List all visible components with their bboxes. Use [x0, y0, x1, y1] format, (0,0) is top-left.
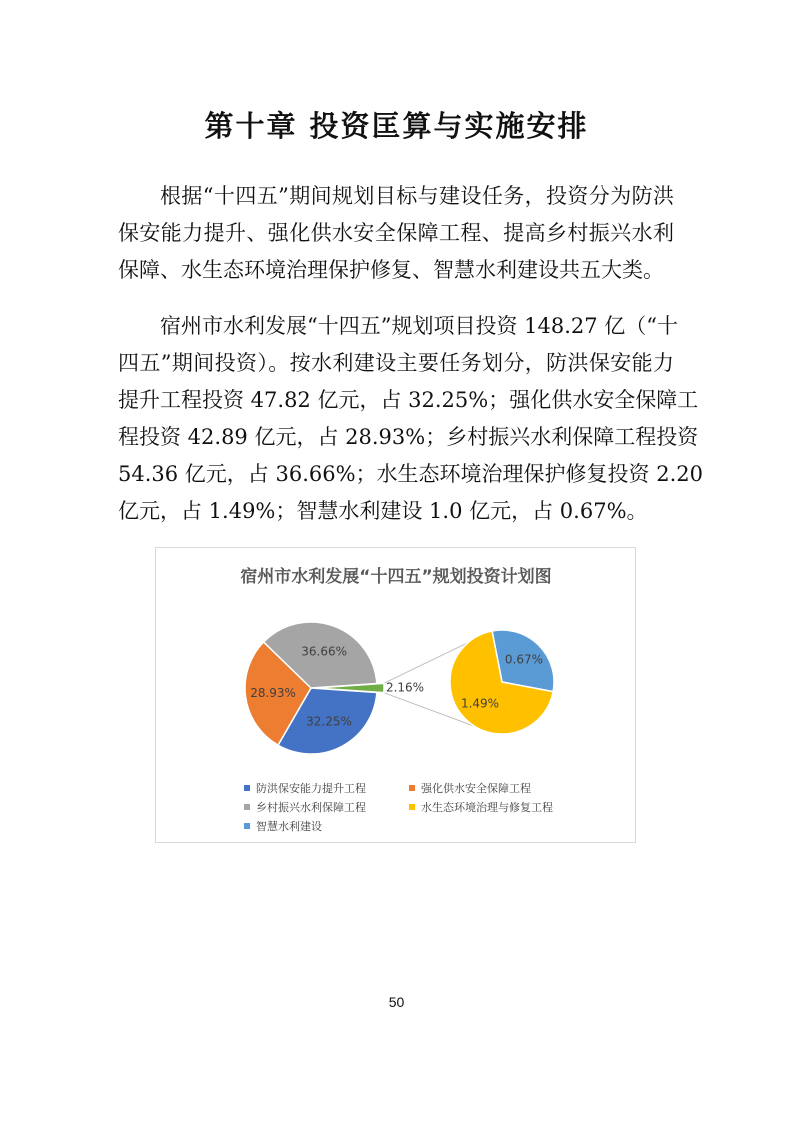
legend-label: 乡村振兴水利保障工程 [256, 800, 366, 814]
legend-label: 智慧水利建设 [256, 819, 322, 833]
legend-swatch [244, 823, 250, 829]
legend-item [244, 780, 409, 796]
legend-swatch [244, 804, 250, 810]
paragraph-line: 提升工程投资 47.82 亿元，占 32.25%；强化供水安全保障工 [118, 388, 699, 412]
legend-item [244, 818, 409, 834]
pie-chart [155, 547, 636, 843]
data-label: 28.93% [250, 685, 296, 700]
paragraph-line: 保障、水生态环境治理保护修复、智慧水利建设共五大类。 [118, 258, 664, 282]
legend-row [244, 816, 604, 835]
paragraph-line: 保安能力提升、强化供水安全保障工程、提高乡村振兴水利 [118, 221, 674, 245]
chapter-title: 第十章 投资匡算与实施安排 [204, 109, 589, 143]
legend-row [244, 778, 604, 797]
paragraph-intro [118, 178, 674, 289]
paragraph-line: 四五”期间投资）。按水利建设主要任务划分，防洪保安能力 [118, 351, 674, 375]
legend-item [409, 780, 574, 796]
data-label: 32.25% [306, 714, 352, 729]
paragraph-line: 根据“十四五”期间规划目标与建设任务，投资分为防洪 [160, 184, 674, 208]
secondary-pie [450, 630, 554, 734]
paragraph-line: 宿州市水利发展“十四五”规划项目投资 148.27 亿（“十 [160, 314, 679, 338]
data-label: 36.66% [301, 644, 348, 659]
legend-row [244, 797, 604, 816]
paragraph-line: 54.36 亿元，占 36.66%；水生态环境治理保护修复投资 2.20 [118, 462, 703, 486]
legend-item [409, 799, 574, 815]
paragraph-line: 程投资 42.89 亿元，占 28.93%；乡村振兴水利保障工程投资 [118, 425, 699, 449]
paragraph-investment [118, 308, 703, 530]
legend-label: 防洪保安能力提升工程 [256, 781, 366, 795]
chart-title: 宿州市水利发展“十四五”规划投资计划图 [240, 567, 552, 587]
chart-legend [244, 778, 604, 835]
data-label: 2.16% [385, 680, 425, 695]
legend-label: 水生态环境治理与修复工程 [421, 800, 553, 814]
legend-label: 强化供水安全保障工程 [421, 781, 531, 795]
legend-swatch [409, 804, 415, 810]
legend-item [244, 799, 409, 815]
paragraph-line: 亿元，占 1.49%；智慧水利建设 1.0 亿元，占 0.67%。 [118, 499, 648, 523]
page-number: 50 [388, 994, 405, 1010]
legend-swatch [409, 785, 415, 791]
legend-swatch [244, 785, 250, 791]
data-label: 1.49% [460, 696, 500, 711]
data-label: 0.67% [504, 652, 544, 667]
